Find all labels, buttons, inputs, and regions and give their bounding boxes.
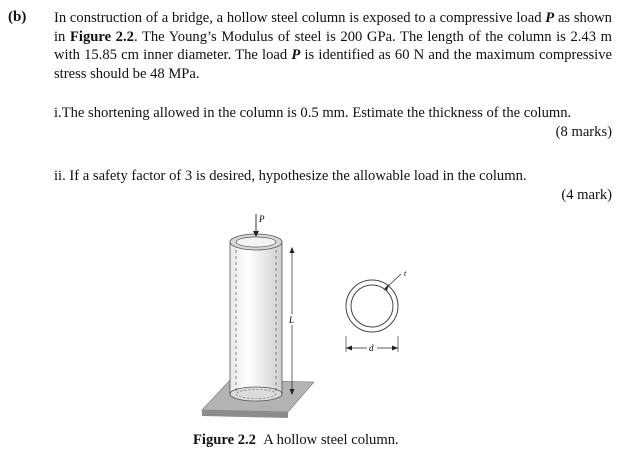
caption-number: Figure 2.2 (193, 432, 256, 448)
question-ii-marks: (4 mark) (561, 186, 612, 203)
column-diagram (196, 210, 436, 420)
label-P: P (259, 214, 265, 224)
diameter-arrow-right (392, 346, 398, 351)
question-i (54, 104, 612, 141)
question-i-marks: (8 marks) (555, 123, 612, 140)
label-d: d (369, 343, 374, 353)
question-ii-text: ii. If a safety factor of 3 is desired, hypothesize the allowable load in the column. (54, 168, 527, 184)
label-L: L (289, 315, 295, 325)
column-top-inner (236, 237, 276, 247)
column-bottom (230, 387, 282, 401)
intro-text-4: is identified as 60 N and the maximum compressive stress should be 48 MPa. (54, 47, 613, 82)
figure-reference: Figure 2.2 (69, 28, 134, 45)
intro-text-1: In construction of a bridge, a hollow steel column is exposed to a compressive load (54, 10, 546, 26)
cross-section-inner (351, 285, 393, 327)
column-figure (196, 210, 436, 420)
diameter-arrow-left (346, 346, 352, 351)
section-label: (b) (8, 9, 27, 25)
caption-text: A hollow steel column. (263, 432, 399, 448)
problem-statement (54, 9, 612, 83)
intro-text-3: . The Young’s Modulus of steel is 200 GPa. The length of the column is 2.43 m with 15.85 cm inner diameter. The load (54, 28, 612, 63)
label-t: t (404, 269, 407, 278)
figure-caption (193, 432, 399, 449)
length-arrow-top (290, 247, 295, 253)
question-ii (54, 167, 612, 204)
intro-text-2: as shown in (54, 10, 612, 45)
load-symbol: P (545, 10, 555, 26)
column-body (230, 242, 282, 394)
cross-section-outer (346, 280, 398, 332)
question-i-text: i.The shortening allowed in the column is 0.5 mm. Estimate the thickness of the column. (54, 105, 572, 121)
load-symbol-2: P (291, 47, 301, 63)
